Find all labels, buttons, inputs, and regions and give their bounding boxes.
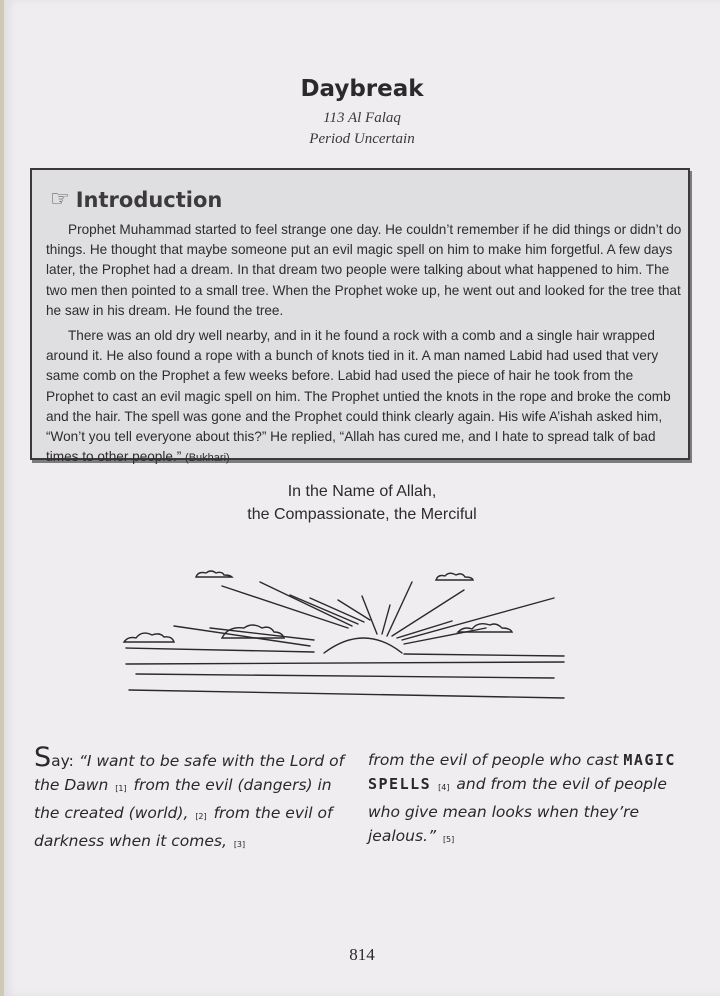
verse-1: “I want to be safe with the Lord of the Dawn [34, 752, 345, 794]
bismillah-line-2: the Compassionate, the Merciful [247, 506, 477, 523]
verse-number-4: [4] [438, 783, 450, 792]
book-page [4, 0, 720, 996]
verse-3: from the evil of darkness when it comes, [34, 804, 333, 850]
verse-number-1: [1] [115, 784, 127, 793]
page-number: 814 [349, 945, 375, 964]
verse-number-3: [3] [233, 840, 246, 849]
introduction-paragraph-2-text: There was an old dry well nearby, and in it he found a rock with a comb and a single hair wrapped around it. He also found a rope with a bunch of knots tied in it. A man named Labid had used that very same comb on the Prophet a few weeks before. Labid had used the piece of hair he took from the Prophet to cast an evil magic spell on him. The Prophet untied the knots in the rope and broke the comb and the hair. The spell was gone and the Prophet could think clearly again. His wife A’ishah asked him, “Won’t you tell everyone about this?” He replied, “Allah has cured me, and I hate to spread talk of bad times to other people.” [46, 328, 671, 465]
surah-reference: 113 Al Falaq [323, 110, 401, 126]
introduction-paragraph-1: Prophet Muhammad started to feel strange one day. He couldn’t remember if he did things or didn’t do things. He thought that maybe someone put an evil magic spell on him to make him forgetful. A few days later, the Prophet had a dream. In that dream two people were talking about what happened to him. The two men then pointed to a small tree. When the Prophet woke up, he went out and looked for the tree that he saw in his dream. He found the tree. [46, 222, 682, 318]
magic-spells-stylized-text: MAGIC SPELLS [368, 751, 676, 793]
introduction-text [46, 220, 682, 473]
introduction-header [50, 188, 222, 212]
sunrise-over-water-icon [114, 560, 584, 710]
source-citation: (Bukhari) [185, 452, 230, 465]
say-label: ay: [51, 752, 79, 770]
verse-5: and from the evil of people who give mean looks when they’re jealous.” [368, 775, 667, 845]
verse-column-left [34, 742, 354, 857]
say-drop-cap: S [34, 742, 52, 773]
pointing-hand-icon: ☞ [50, 187, 70, 212]
verse-2: from the evil (dangers) in the created (world), [34, 776, 332, 822]
revelation-period: Period Uncertain [309, 131, 415, 147]
page-title: Daybreak [300, 76, 424, 102]
verse-number-5: [5] [442, 835, 455, 844]
bismillah-line-1: In the Name of Allah, [287, 483, 437, 500]
verse-column-right [368, 748, 698, 852]
verse-4: from the evil of people who cast [368, 751, 619, 769]
verse-number-2: [2] [195, 812, 207, 821]
introduction-paragraph-2 [46, 326, 682, 468]
introduction-heading: Introduction [75, 188, 223, 212]
introduction-box [30, 168, 690, 465]
